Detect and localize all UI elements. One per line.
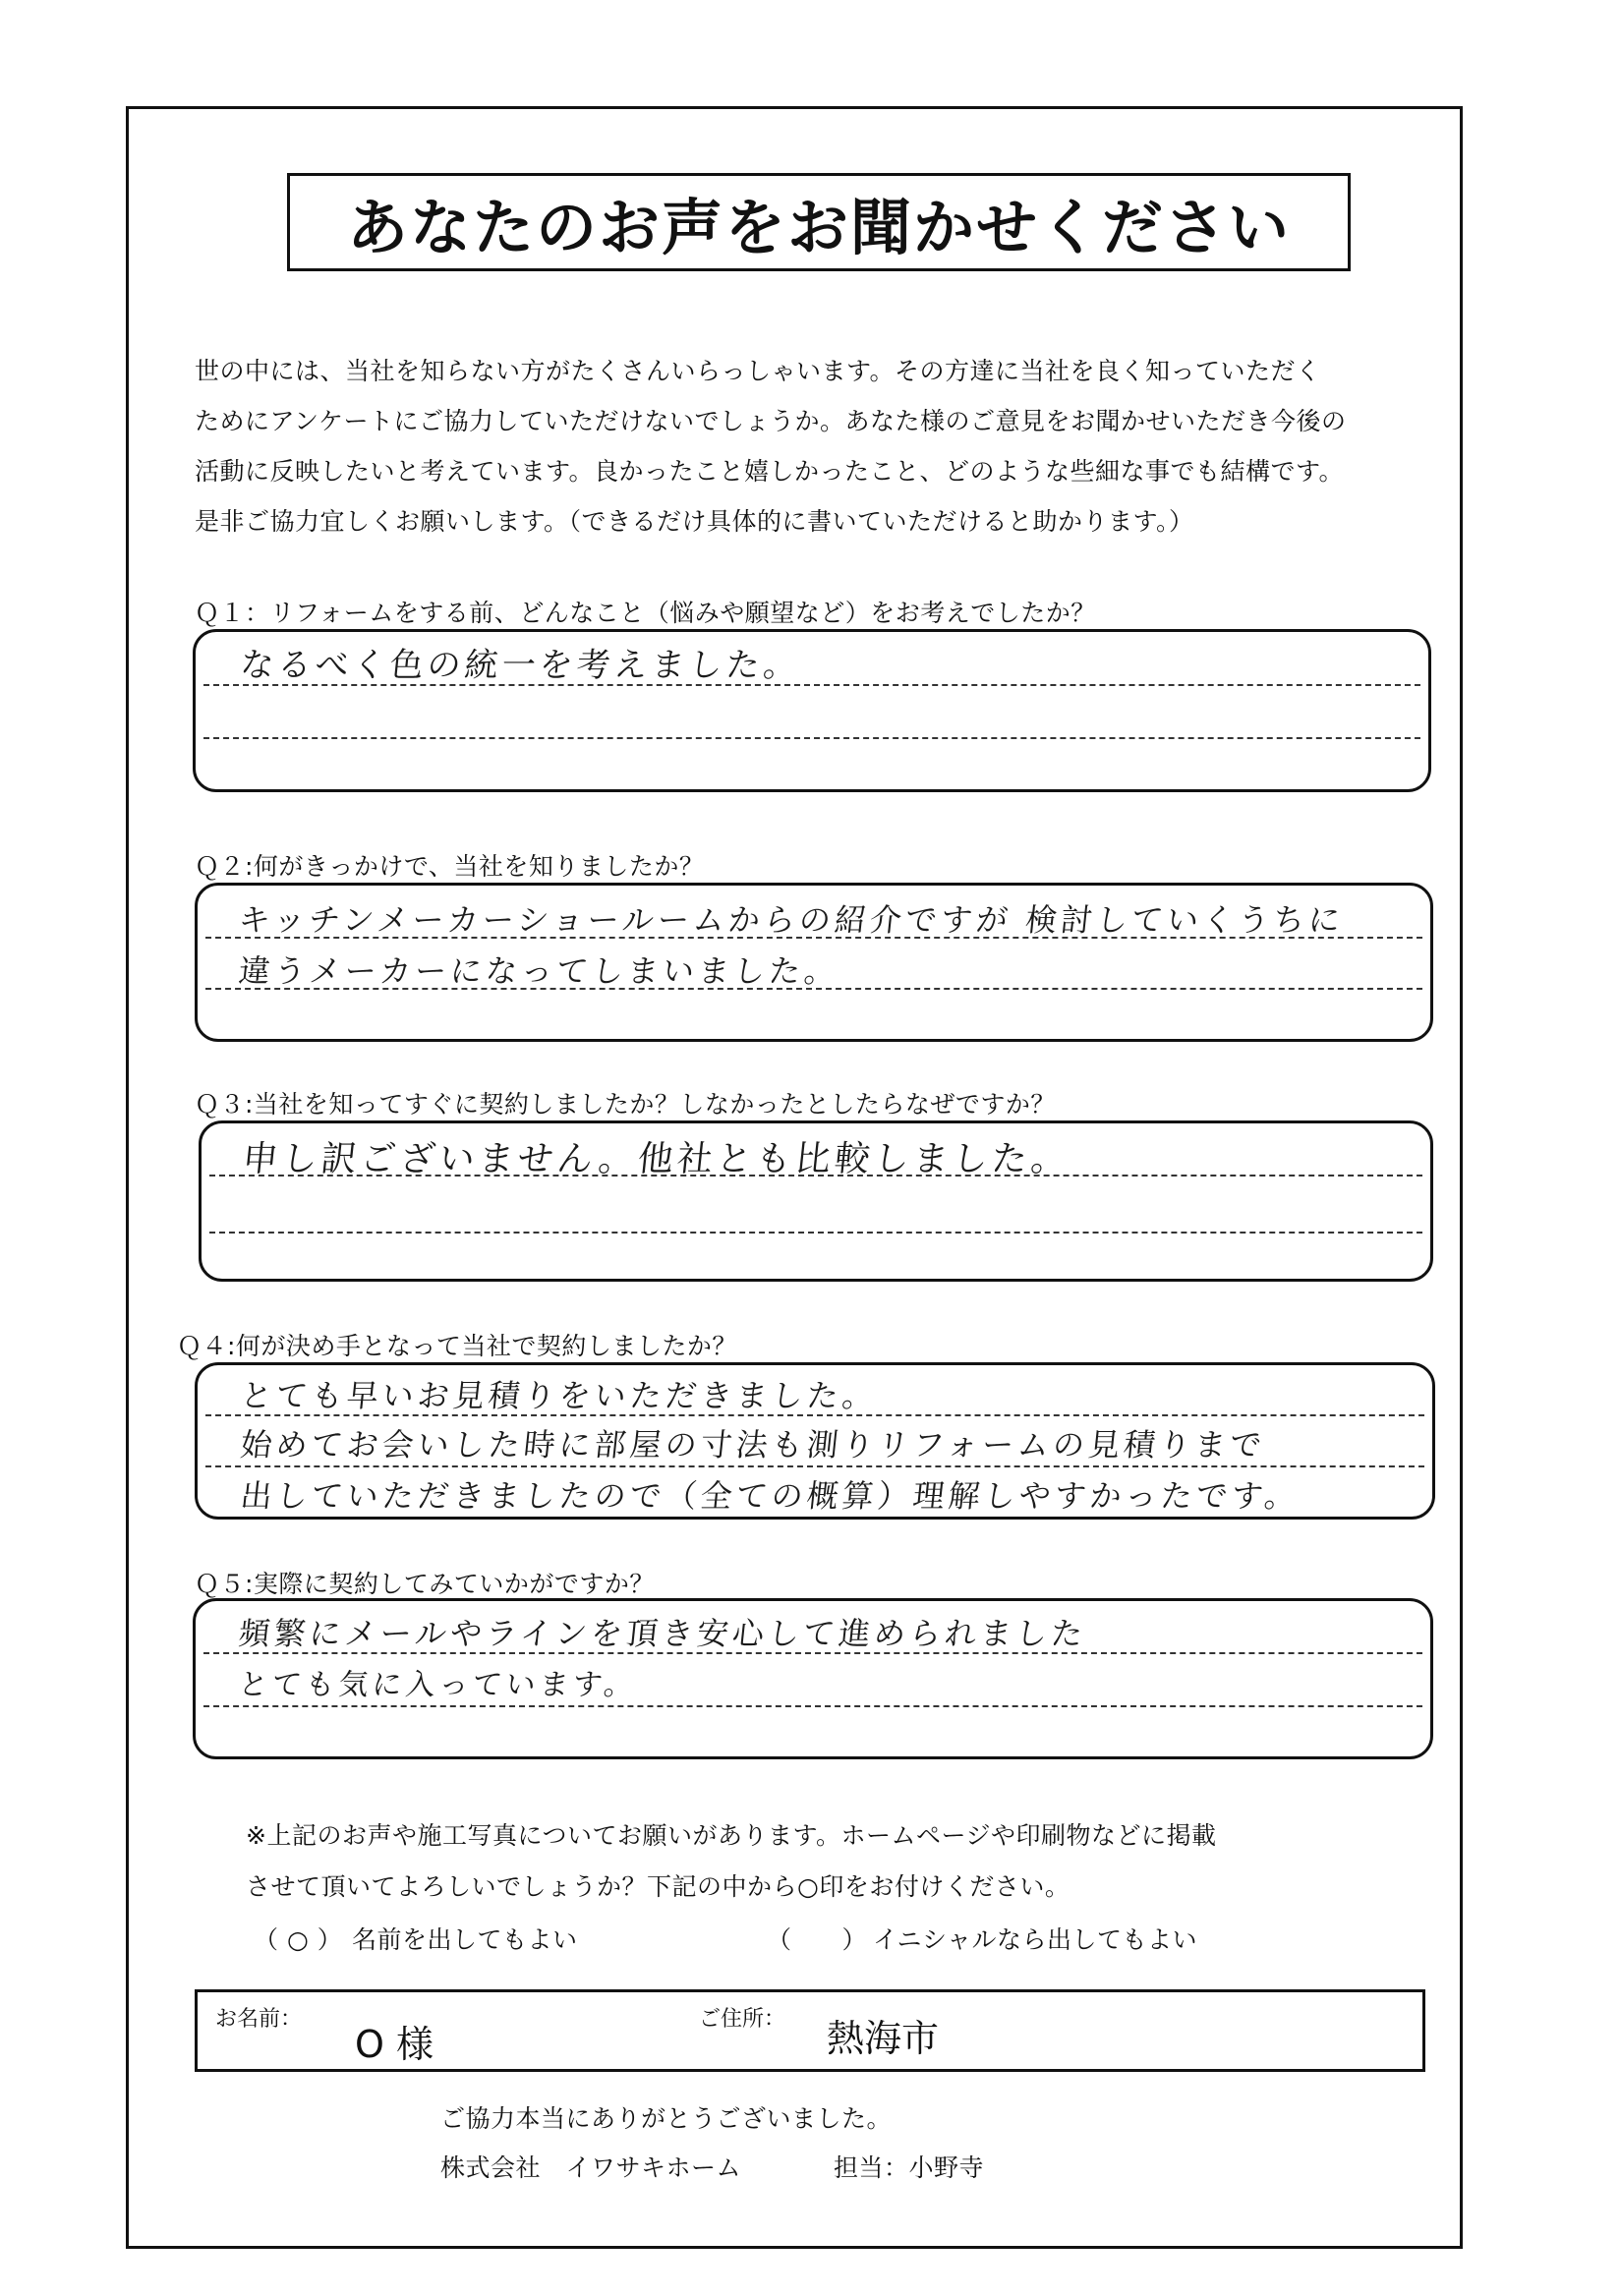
option-initial-mark[interactable]: （ ）	[767, 1925, 868, 1954]
question-3-label: Ｑ３:当社を知ってすぐに契約しましたか？しなかったとしたらなぜですか？	[195, 1090, 1056, 1119]
question-4-label: Ｑ４:何が決め手となって当社で契約しましたか？	[177, 1332, 737, 1360]
answer-box-4	[195, 1362, 1435, 1520]
option-name-mark[interactable]: （ ○ ）	[254, 1925, 343, 1954]
answer-box-5	[193, 1598, 1433, 1759]
answer-box-1	[193, 629, 1431, 792]
name-value: O 様	[355, 2023, 434, 2066]
handwritten-answer: キッチンメーカーショールームからの紹介ですが 検討していくうちに	[236, 901, 1347, 939]
intro-line: 是非ご協力宜しくお願いします。（できるだけ具体的に書いていただけると助かります。）	[195, 507, 1194, 536]
question-2-label: Ｑ２:何がきっかけで、当社を知りましたか？	[195, 852, 705, 881]
respondent-box	[195, 1989, 1425, 2072]
intro-line: 活動に反映したいと考えています。良かったこと嬉しかったこと、どのような些細な事でも結構です。	[195, 457, 1345, 486]
intro-line: 世の中には、当社を知らない方がたくさんいらっしゃいます。その方達に当社を良く知っていただく	[195, 357, 1321, 385]
handwritten-answer: なるべく色の統一を考えました。	[238, 646, 803, 685]
staff-name: 担当：小野寺	[834, 2153, 985, 2182]
thanks-text: ご協力本当にありがとうございました。	[440, 2104, 893, 2133]
ruled-line	[209, 1232, 1422, 1234]
intro-line: ためにアンケートにご協力していただけないでしょうか。あなた様のご意見をお聞かせいただき今後の	[195, 407, 1347, 435]
question-5-label: Ｑ５:実際に契約してみていかがですか？	[195, 1570, 655, 1598]
title-box	[287, 173, 1351, 271]
handwritten-answer: 申し訳ございません。他社とも比較しました。	[240, 1139, 1073, 1179]
address-label: ご住所：	[699, 2007, 786, 2032]
page-title: あなたのお声をお聞かせください	[346, 191, 1291, 263]
question-1-label: Ｑ１：リフォームをする前、どんなこと（悩みや願望など）をお考えでしたか？	[195, 599, 1096, 627]
name-label: お名前：	[215, 2007, 303, 2032]
address-value: 熱海市	[827, 2017, 940, 2060]
handwritten-answer: 出していただきましたので（全ての概算）理解しやすかったです。	[238, 1477, 1302, 1515]
answer-box-2	[195, 883, 1433, 1042]
option-name-label: 名前を出してもよい	[352, 1925, 578, 1954]
handwritten-answer: 違うメーカーになってしまいました。	[236, 952, 842, 990]
ruled-line	[203, 1705, 1422, 1707]
ruled-line	[205, 1465, 1424, 1467]
intro-text	[195, 346, 1433, 546]
handwritten-answer: とても早いお見積りをいただきました。	[238, 1377, 880, 1414]
handwritten-answer: 頻繁にメールやラインを頂き安心して進められました	[236, 1615, 1089, 1652]
answer-box-3	[199, 1120, 1433, 1282]
consent-line: ※上記のお声や施工写真についてお願いがあります。ホームページや印刷物などに掲載	[246, 1821, 1217, 1850]
handwritten-answer: 始めてお会いした時に部屋の寸法も測りリフォームの見積りまで	[238, 1426, 1268, 1464]
ruled-line	[203, 737, 1420, 739]
consent-line: させて頂いてよろしいでしょうか？下記の中から○印をお付けください。	[246, 1872, 1070, 1901]
company-name: 株式会社 イワサキホーム	[440, 2153, 742, 2182]
option-initial-label: イニシャルなら出してもよい	[873, 1925, 1198, 1954]
handwritten-answer: とても気に入っています。	[236, 1668, 640, 1702]
